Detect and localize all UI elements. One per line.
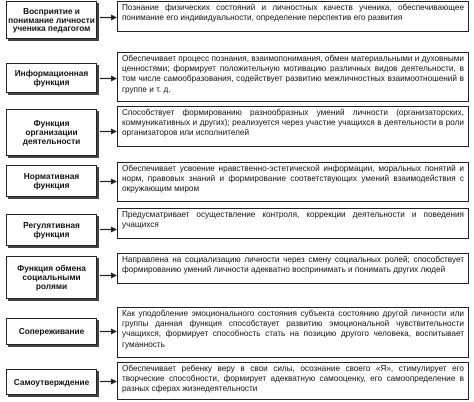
description-text: Обеспечивает ребенку веру в свои силы, осознание своего «Я», стимулирует его творческие способности, формирует адекватную самооценку, его самоопределение в разных сферах жизнедеятельности: [122, 364, 464, 394]
function-label: Самоутверждение: [13, 376, 90, 387]
arrow-right-icon: [100, 178, 117, 185]
arrow-right-icon: [100, 75, 117, 82]
description-box: [117, 162, 469, 202]
description-text: Познание физических состояний и личностных качеств ученика, обеспечивающее понимание его индивидуальности, определение перспектив его развития: [122, 3, 464, 23]
function-label: Регулятивная функция: [23, 220, 80, 239]
function-box: [6, 214, 97, 246]
description-text: Как уподобление эмоционального состояния субъекта состоянию другой личности или группы данная функция способствует развитию эмоциональной чувствительности учащихся, формирует способность стать на позицию другого человека, воспитывает гуманность: [122, 309, 464, 349]
function-label: Восприятие и понимание личности ученика педагогом: [8, 5, 95, 34]
function-box: [6, 369, 97, 395]
function-box: [6, 318, 97, 345]
description-box: [117, 362, 469, 400]
description-box: [117, 253, 469, 284]
function-box: [6, 256, 97, 299]
description-text: Направлена на социализацию личности через смену социальных ролей; способствует формированию умений личности адекватно воспринимать и понимать других людей: [122, 255, 464, 275]
function-label: Информационная функция: [14, 68, 89, 87]
function-label: Функция организации деятельности: [22, 118, 81, 146]
function-box: [6, 165, 97, 197]
description-box: [117, 52, 469, 102]
function-label: Сопереживание: [18, 326, 85, 337]
function-label: Функция обмена социальными ролями: [17, 263, 86, 291]
arrow-right-icon: [100, 272, 117, 279]
description-box: [117, 1, 469, 32]
arrow-right-icon: [100, 328, 117, 335]
function-box: [6, 1, 97, 39]
arrow-right-icon: [100, 14, 117, 21]
arrow-right-icon: [100, 128, 117, 135]
description-text: Предусматривает осуществление контроля, коррекции деятельности и поведения учащихся: [122, 210, 464, 230]
description-text: Способствует формированию разнообразных умений личности (организаторских, коммуникативных и других); реализуется через участие учащихся в деятельности в роли организаторов или исполнителей: [122, 108, 464, 138]
arrow-right-icon: [100, 378, 117, 385]
description-box: [117, 307, 469, 358]
function-box: [6, 109, 97, 156]
description-text: Обеспечивает усвоение нравственно-эстетической информации, моральных понятий и норм, правовых знаний и формирование соответствующих умений взаимодействия с окружающим миром: [122, 164, 464, 194]
description-box: [117, 208, 469, 239]
function-label: Нормативная функция: [23, 171, 80, 190]
description-box: [117, 106, 469, 147]
function-box: [6, 63, 97, 93]
description-text: Обеспечивает процесс познания, взаимопонимания, обмен материальными и духовными ценностями; формирует положительную мотивацию различных видов деятельности, в том числе самообразования, содействует развитию межличностных взаимоотношений в группе и т. д.: [122, 54, 464, 94]
arrow-right-icon: [100, 226, 117, 233]
